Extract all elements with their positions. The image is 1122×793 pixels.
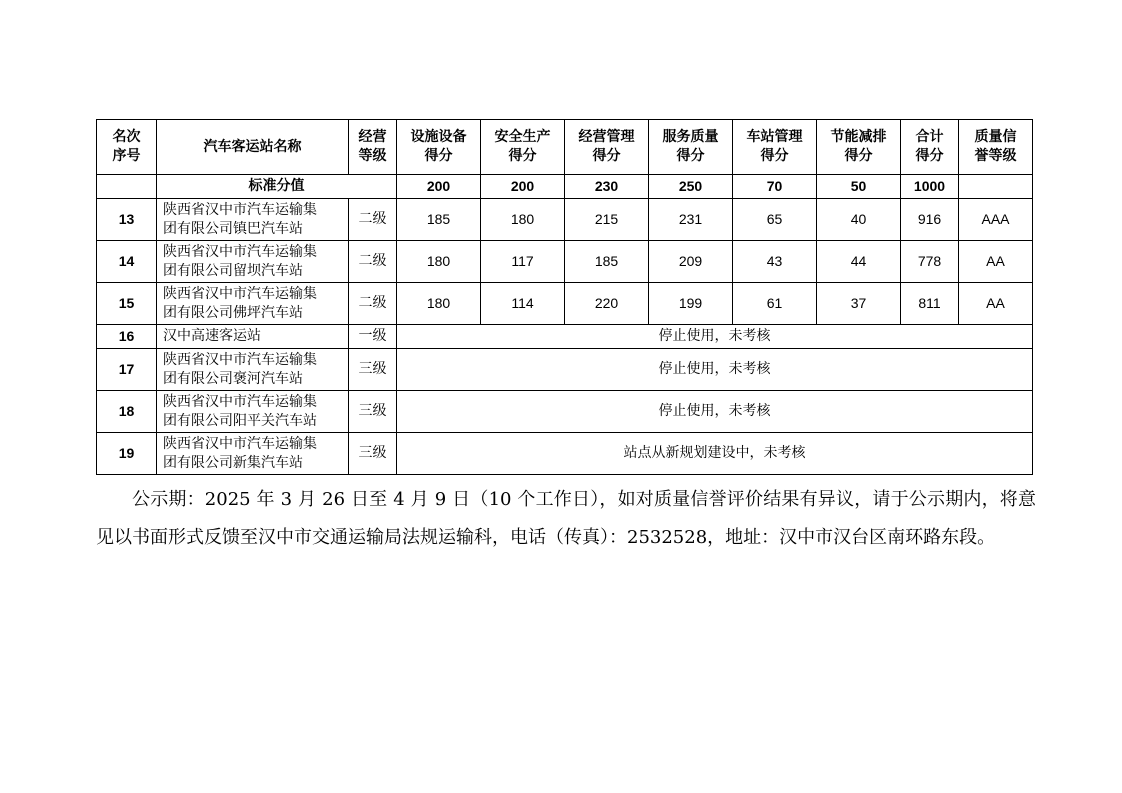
row-service: 231 bbox=[649, 199, 733, 241]
row-grade: 三级 bbox=[349, 391, 397, 433]
row-station-mgmt: 43 bbox=[733, 241, 817, 283]
public-notice-paragraph: 公示期：2025 年 3 月 26 日至 4 月 9 日（10 个工作日），如对质量信誉评价结果有异议，请于公示期内，将意见以书面形式反馈至汉中市交通运输局法规运输科，电话（传真）：2532528，地址：汉中市汉台区南环路东段。 bbox=[96, 489, 1036, 548]
row-station-name-line1: 陕西省汉中市汽车运输集 bbox=[163, 243, 317, 260]
row-seq: 13 bbox=[97, 199, 157, 241]
standard-safety: 200 bbox=[481, 175, 565, 199]
row-station-name bbox=[157, 325, 349, 349]
row-station-name-line1: 陕西省汉中市汽车运输集 bbox=[163, 285, 317, 302]
row-station-name bbox=[157, 349, 349, 391]
row-status: 停止使用，未考核 bbox=[397, 325, 1033, 349]
header-row bbox=[97, 120, 1033, 175]
row-station-name bbox=[157, 241, 349, 283]
row-station-name-line2: 团有限公司新集汽车站 bbox=[163, 454, 303, 471]
row-safety: 114 bbox=[481, 283, 565, 325]
row-status: 停止使用，未考核 bbox=[397, 349, 1033, 391]
row-station-name-line2: 团有限公司阳平关汽车站 bbox=[163, 412, 317, 429]
header-seq-line2: 序号 bbox=[112, 148, 141, 164]
header-station-mgmt-line1: 车站管理 bbox=[746, 129, 803, 145]
header-operation-line2: 得分 bbox=[592, 148, 621, 164]
header-energy bbox=[817, 120, 901, 175]
row-seq: 18 bbox=[97, 391, 157, 433]
standard-operation: 230 bbox=[565, 175, 649, 199]
row-station-name-line1: 陕西省汉中市汽车运输集 bbox=[163, 393, 317, 410]
row-station-name-line2: 团有限公司褒河汽车站 bbox=[163, 370, 303, 387]
table-row bbox=[97, 349, 1033, 391]
row-status: 站点从新规划建设中，未考核 bbox=[397, 433, 1033, 475]
row-seq: 19 bbox=[97, 433, 157, 475]
header-credit bbox=[959, 120, 1033, 175]
row-service: 209 bbox=[649, 241, 733, 283]
standard-station-mgmt: 70 bbox=[733, 175, 817, 199]
header-seq bbox=[97, 120, 157, 175]
header-energy-line1: 节能减排 bbox=[830, 129, 887, 145]
header-safety bbox=[481, 120, 565, 175]
header-safety-line2: 得分 bbox=[508, 148, 537, 164]
table-row bbox=[97, 391, 1033, 433]
standard-empty-credit bbox=[959, 175, 1033, 199]
standard-energy: 50 bbox=[817, 175, 901, 199]
row-station-name-line1: 汉中高速客运站 bbox=[163, 328, 261, 344]
row-total: 916 bbox=[901, 199, 959, 241]
header-grade-line1: 经营 bbox=[358, 129, 387, 145]
header-name: 汽车客运站名称 bbox=[157, 120, 349, 175]
header-seq-line1: 名次 bbox=[112, 129, 141, 145]
row-operation: 185 bbox=[565, 241, 649, 283]
header-safety-line1: 安全生产 bbox=[494, 129, 551, 145]
header-total-line1: 合计 bbox=[915, 129, 944, 145]
header-facility-line1: 设施设备 bbox=[410, 129, 467, 145]
row-operation: 220 bbox=[565, 283, 649, 325]
table-row bbox=[97, 433, 1033, 475]
row-grade: 二级 bbox=[349, 283, 397, 325]
row-safety: 180 bbox=[481, 199, 565, 241]
row-credit: AA bbox=[959, 283, 1033, 325]
row-station-name-line2: 团有限公司镇巴汽车站 bbox=[163, 220, 303, 237]
table-row bbox=[97, 241, 1033, 283]
row-station-name bbox=[157, 199, 349, 241]
row-grade: 二级 bbox=[349, 199, 397, 241]
row-grade: 一级 bbox=[349, 325, 397, 349]
header-station-mgmt-line2: 得分 bbox=[760, 148, 789, 164]
row-facility: 180 bbox=[397, 283, 481, 325]
header-total bbox=[901, 120, 959, 175]
row-grade: 三级 bbox=[349, 433, 397, 475]
row-facility: 185 bbox=[397, 199, 481, 241]
row-seq: 15 bbox=[97, 283, 157, 325]
header-total-line2: 得分 bbox=[915, 148, 944, 164]
row-station-name-line1: 陕西省汉中市汽车运输集 bbox=[163, 351, 317, 368]
header-service-line2: 得分 bbox=[676, 148, 705, 164]
row-station-name-line2: 团有限公司留坝汽车站 bbox=[163, 262, 303, 279]
row-station-name bbox=[157, 433, 349, 475]
standard-service: 250 bbox=[649, 175, 733, 199]
row-energy: 40 bbox=[817, 199, 901, 241]
row-station-name bbox=[157, 283, 349, 325]
header-grade bbox=[349, 120, 397, 175]
row-operation: 215 bbox=[565, 199, 649, 241]
row-station-name-line2: 团有限公司佛坪汽车站 bbox=[163, 304, 303, 321]
row-station-mgmt: 61 bbox=[733, 283, 817, 325]
standard-facility: 200 bbox=[397, 175, 481, 199]
header-credit-line1: 质量信 bbox=[974, 129, 1017, 145]
row-station-mgmt: 65 bbox=[733, 199, 817, 241]
score-table bbox=[96, 119, 1033, 475]
row-seq: 16 bbox=[97, 325, 157, 349]
header-service-line1: 服务质量 bbox=[662, 129, 719, 145]
header-operation-line1: 经营管理 bbox=[578, 129, 635, 145]
header-service bbox=[649, 120, 733, 175]
table-row bbox=[97, 325, 1033, 349]
table-row bbox=[97, 283, 1033, 325]
standard-label: 标准分值 bbox=[157, 175, 397, 199]
row-energy: 44 bbox=[817, 241, 901, 283]
row-seq: 17 bbox=[97, 349, 157, 391]
row-grade: 三级 bbox=[349, 349, 397, 391]
row-energy: 37 bbox=[817, 283, 901, 325]
row-total: 811 bbox=[901, 283, 959, 325]
row-status: 停止使用，未考核 bbox=[397, 391, 1033, 433]
standard-total: 1000 bbox=[901, 175, 959, 199]
row-seq: 14 bbox=[97, 241, 157, 283]
row-station-name-line1: 陕西省汉中市汽车运输集 bbox=[163, 201, 317, 218]
header-station-mgmt bbox=[733, 120, 817, 175]
row-grade: 二级 bbox=[349, 241, 397, 283]
row-total: 778 bbox=[901, 241, 959, 283]
header-facility-line2: 得分 bbox=[424, 148, 453, 164]
row-facility: 180 bbox=[397, 241, 481, 283]
header-operation bbox=[565, 120, 649, 175]
header-facility bbox=[397, 120, 481, 175]
header-grade-line2: 等级 bbox=[358, 148, 387, 164]
row-credit: AA bbox=[959, 241, 1033, 283]
row-station-name-line1: 陕西省汉中市汽车运输集 bbox=[163, 435, 317, 452]
header-energy-line2: 得分 bbox=[844, 148, 873, 164]
standard-row bbox=[97, 175, 1033, 199]
row-station-name bbox=[157, 391, 349, 433]
table-row bbox=[97, 199, 1033, 241]
header-credit-line2: 誉等级 bbox=[974, 148, 1017, 164]
row-service: 199 bbox=[649, 283, 733, 325]
row-safety: 117 bbox=[481, 241, 565, 283]
row-credit: AAA bbox=[959, 199, 1033, 241]
standard-empty-seq bbox=[97, 175, 157, 199]
